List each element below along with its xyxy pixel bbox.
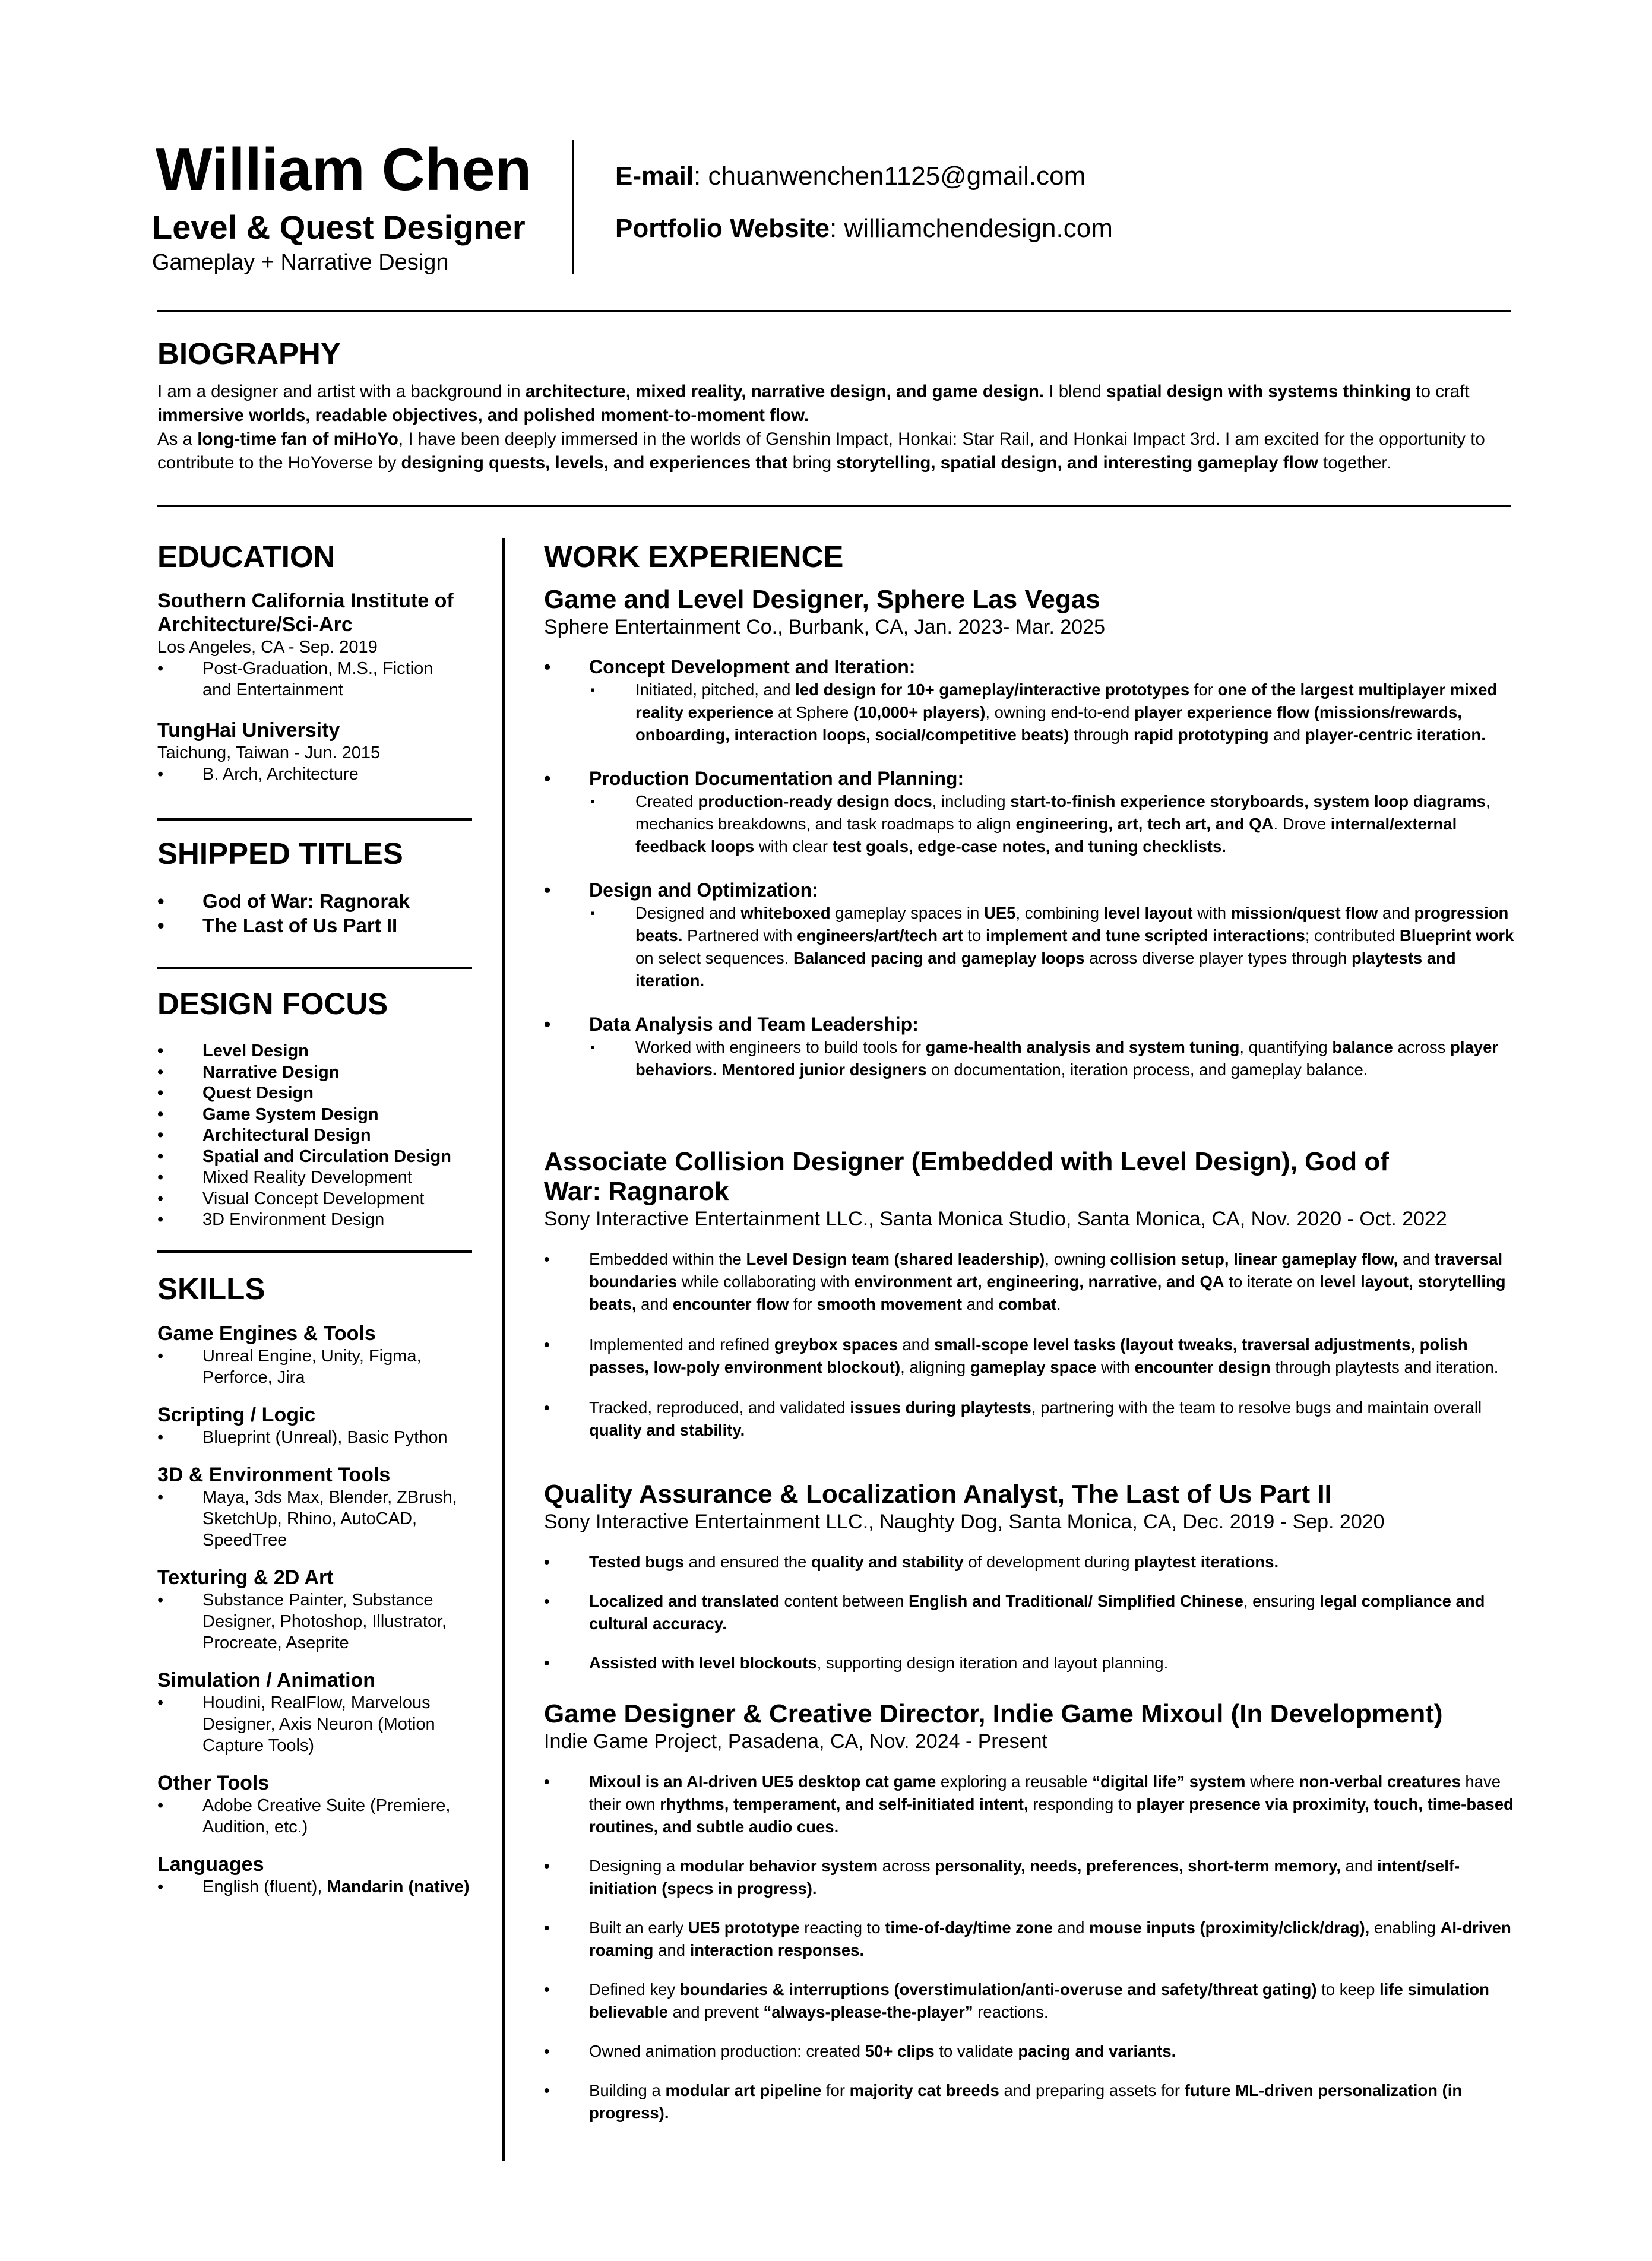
skill-category: Languages bbox=[157, 1853, 264, 1876]
text-run: responding to bbox=[1028, 1795, 1137, 1813]
bold-text: UE5 prototype bbox=[688, 1918, 800, 1937]
text-run: and ensured the bbox=[683, 1553, 811, 1571]
text-run: and bbox=[1398, 1250, 1435, 1268]
bold-text: Mixoul is an AI-driven UE5 desktop cat game bbox=[589, 1772, 936, 1791]
bold-text: long-time fan of miHoYo bbox=[197, 429, 398, 449]
text-run: Implemented and refined bbox=[589, 1335, 774, 1354]
bold-text: “digital life” system bbox=[1092, 1772, 1246, 1791]
text-run: across bbox=[1393, 1038, 1451, 1056]
text-run: for bbox=[821, 2081, 850, 2100]
bold-text: time-of-day/time zone bbox=[885, 1918, 1053, 1937]
job-bullet bbox=[544, 679, 1521, 746]
bold-text: level layout, storytelling beats, bbox=[589, 1272, 1506, 1313]
bold-text: player presence via proximity, touch, time-based routines, and subtle audio cues. bbox=[589, 1795, 1514, 1836]
text-run: and bbox=[636, 1295, 673, 1313]
skill-item: • Substance Painter, Substance Designer, Photoshop, Illustrator, Procreate, Aseprite bbox=[157, 1589, 490, 1654]
bold-text: start-to-finish experience storyboards, system loop diagrams bbox=[1010, 792, 1486, 810]
bold-text: led design for 10+ gameplay/interactive prototypes bbox=[795, 680, 1190, 699]
job-sphere bbox=[544, 585, 1521, 1081]
bold-text: player-centric iteration. bbox=[1305, 726, 1486, 744]
bold-text: encounter design bbox=[1134, 1358, 1271, 1376]
design-focus-title: DESIGN FOCUS bbox=[157, 987, 388, 1021]
text-run: on documentation, iteration process, and gameplay balance. bbox=[926, 1060, 1368, 1079]
text-run: , owning bbox=[1045, 1250, 1110, 1268]
text-run: Designing a bbox=[589, 1857, 680, 1875]
text-run: together. bbox=[1318, 453, 1391, 473]
bold-text: Blueprint work bbox=[1399, 926, 1514, 945]
text-run: . Drove bbox=[1273, 815, 1331, 833]
biography-title: BIOGRAPHY bbox=[157, 337, 341, 370]
text-run: with bbox=[1192, 904, 1231, 922]
text-run: , including bbox=[932, 792, 1011, 810]
job-company: Sony Interactive Entertainment LLC., Santa Monica Studio, Santa Monica, CA, Nov. 2020 - Oct. 2022 bbox=[544, 1208, 1447, 1230]
text-run: Building a bbox=[589, 2081, 666, 2100]
text-run: enabling bbox=[1369, 1918, 1441, 1937]
skill-category: 3D & Environment Tools bbox=[157, 1464, 391, 1486]
text-run: Worked with engineers to build tools for bbox=[635, 1038, 926, 1056]
text-run: Tracked, reproduced, and validated bbox=[589, 1398, 850, 1417]
shipped-title-item: • God of War: Ragnorak bbox=[157, 889, 490, 913]
education-section bbox=[157, 589, 490, 785]
job-last-of-us bbox=[544, 1480, 1521, 1674]
bold-text: life simulation believable bbox=[589, 1980, 1489, 2021]
skill-item: • Unreal Engine, Unity, Figma, Perforce, Jira bbox=[157, 1345, 490, 1388]
job-title: Quality Assurance & Localization Analyst, The Last of Us Part II bbox=[544, 1480, 1332, 1509]
bold-text: rapid prototyping bbox=[1133, 726, 1269, 744]
biography-paragraph bbox=[157, 380, 1511, 428]
job-bullet bbox=[544, 1652, 1521, 1674]
skill-category: Simulation / Animation bbox=[157, 1669, 376, 1692]
text-run: and bbox=[1052, 1918, 1090, 1937]
bold-text: English and Traditional/ Simplified Chinese bbox=[909, 1592, 1243, 1610]
biography-paragraph bbox=[157, 428, 1511, 475]
bold-text: balance bbox=[1332, 1038, 1393, 1056]
portfolio-label: Portfolio Website bbox=[615, 214, 830, 243]
job-bullet bbox=[544, 1855, 1521, 1900]
degree-item: • B. Arch, Architecture bbox=[157, 764, 490, 785]
text-run: to bbox=[963, 926, 986, 945]
job-bullet bbox=[544, 790, 1521, 858]
focus-item: • Game System Design bbox=[157, 1104, 490, 1126]
email-value[interactable]: chuanwenchen1125@gmail.com bbox=[708, 162, 1086, 191]
bold-text: traversal boundaries bbox=[589, 1250, 1503, 1291]
skill-item: • Maya, 3ds Max, Blender, ZBrush, SketchUp, Rhino, AutoCAD, SpeedTree bbox=[157, 1487, 490, 1551]
job-bullet bbox=[544, 902, 1521, 992]
text-run: while collaborating with bbox=[677, 1272, 855, 1291]
bold-text: implement and tune scripted interactions bbox=[986, 926, 1305, 945]
job-bullet bbox=[544, 1248, 1521, 1316]
job-bullet bbox=[544, 1978, 1521, 2024]
focus-item: • Quest Design bbox=[157, 1083, 490, 1104]
divider bbox=[157, 310, 1511, 312]
email-label: E-mail bbox=[615, 162, 694, 191]
bold-text: boundaries & interruptions (overstimulation/anti-overuse and safety/threat gating) bbox=[679, 1980, 1317, 1999]
text-run: , combining bbox=[1015, 904, 1104, 922]
language-mandarin: Mandarin (native) bbox=[327, 1877, 470, 1896]
degree-item: • Post-Graduation, M.S., Fiction and Entertainment bbox=[157, 658, 490, 701]
text-run: through bbox=[1069, 726, 1134, 744]
job-subsection-heading: • Production Documentation and Planning: bbox=[544, 767, 1521, 790]
portfolio-value[interactable]: williamchendesign.com bbox=[844, 214, 1113, 243]
text-run: As a bbox=[157, 429, 198, 449]
job-bullet bbox=[544, 1334, 1521, 1379]
portfolio-line: Portfolio Website: williamchendesign.com bbox=[615, 214, 1113, 243]
bold-text: playtests and iteration. bbox=[635, 949, 1456, 990]
bold-text: storytelling, spatial design, and interesting gameplay flow bbox=[836, 453, 1318, 473]
job-subsection-heading: • Concept Development and Iteration: bbox=[544, 655, 1521, 679]
job-bullet bbox=[544, 1917, 1521, 1962]
bold-text: engineers/art/tech art bbox=[797, 926, 963, 945]
bold-text: architecture, mixed reality, narrative design, and game design. bbox=[525, 382, 1045, 401]
job-title: Associate Collision Designer (Embedded with Level Design), God of War: Ragnarok bbox=[544, 1147, 1389, 1206]
bold-text: intent/self-initiation (specs in progress). bbox=[589, 1857, 1460, 1898]
bold-text: Tested bugs bbox=[589, 1553, 684, 1571]
text-run: Created bbox=[635, 792, 698, 810]
text-run: ; contributed bbox=[1305, 926, 1400, 945]
text-run: , mechanics breakdowns, and task roadmaps to align bbox=[635, 792, 1490, 833]
header-divider bbox=[572, 140, 574, 274]
text-run: Defined key bbox=[589, 1980, 680, 1999]
bold-text: future ML-driven personalization (in progress). bbox=[589, 2081, 1463, 2122]
bold-text: modular behavior system bbox=[679, 1857, 878, 1875]
bold-text: AI-driven roaming bbox=[589, 1918, 1511, 1959]
divider bbox=[157, 1250, 472, 1253]
bold-text: one of the largest multiplayer mixed reality experience bbox=[635, 680, 1498, 721]
school-location: Taichung, Taiwan - Jun. 2015 bbox=[157, 743, 381, 762]
bold-text: legal compliance and cultural accuracy. bbox=[589, 1592, 1485, 1633]
text-run: with clear bbox=[754, 837, 833, 856]
school-location: Los Angeles, CA - Sep. 2019 bbox=[157, 638, 378, 657]
text-run: , quantifying bbox=[1239, 1038, 1333, 1056]
text-run: for bbox=[1189, 680, 1218, 699]
job-bullet bbox=[544, 1590, 1521, 1635]
bold-text: whiteboxed bbox=[740, 904, 831, 922]
bold-text: interaction responses. bbox=[689, 1941, 865, 1959]
text-run: across diverse player types through bbox=[1084, 949, 1352, 967]
text-run: to craft bbox=[1411, 382, 1470, 401]
job-company: Sphere Entertainment Co., Burbank, CA, Jan. 2023- Mar. 2025 bbox=[544, 616, 1105, 638]
column-divider bbox=[502, 538, 505, 2161]
bold-text: player behaviors. Mentored junior designers bbox=[635, 1038, 1499, 1079]
bold-text: rhythms, temperament, and self-initiated intent, bbox=[660, 1795, 1028, 1813]
bold-text: mission/quest flow bbox=[1230, 904, 1378, 922]
focus-item: • Architectural Design bbox=[157, 1125, 490, 1147]
text-run: across bbox=[878, 1857, 935, 1875]
bold-text: designing quests, levels, and experiences that bbox=[401, 453, 788, 473]
bold-text: pacing and variants. bbox=[1018, 2042, 1176, 2060]
skills-section bbox=[157, 1322, 490, 1898]
job-bullet bbox=[544, 1396, 1521, 1442]
job-bullet bbox=[544, 2040, 1521, 2063]
candidate-role: Level & Quest Designer bbox=[152, 208, 526, 246]
work-experience-title: WORK EXPERIENCE bbox=[544, 540, 844, 574]
bold-text: Level Design team (shared leadership) bbox=[746, 1250, 1045, 1268]
skill-category: Game Engines & Tools bbox=[157, 1322, 376, 1345]
text-run: content between bbox=[779, 1592, 909, 1610]
text-run: and bbox=[897, 1335, 934, 1354]
focus-item: • 3D Environment Design bbox=[157, 1209, 490, 1231]
bold-text: majority cat breeds bbox=[849, 2081, 999, 2100]
text-run: and preparing assets for bbox=[999, 2081, 1185, 2100]
divider bbox=[157, 967, 472, 969]
text-run: exploring a reusable bbox=[936, 1772, 1093, 1791]
bold-text: playtest iterations. bbox=[1134, 1553, 1279, 1571]
text-run: , supporting design iteration and layout planning. bbox=[816, 1654, 1169, 1672]
skill-item: • Adobe Creative Suite (Premiere, Audition, etc.) bbox=[157, 1795, 490, 1838]
text-run: to validate bbox=[934, 2042, 1018, 2060]
bold-text: level layout bbox=[1103, 904, 1193, 922]
bold-text: UE5 bbox=[983, 904, 1016, 922]
text-run: for bbox=[789, 1295, 817, 1313]
bold-text: collision setup, linear gameplay flow, bbox=[1110, 1250, 1398, 1268]
text-run: , ensuring bbox=[1243, 1592, 1320, 1610]
bold-text: 50+ clips bbox=[865, 2042, 935, 2060]
skill-item: • Houdini, RealFlow, Marvelous Designer, Axis Neuron (Motion Capture Tools) bbox=[157, 1692, 490, 1756]
job-bullet bbox=[544, 2079, 1521, 2124]
bold-text: player experience flow (missions/rewards, onboarding, interaction loops, social/competitive beats) bbox=[635, 703, 1462, 744]
text-run: and bbox=[962, 1295, 999, 1313]
bold-text: game-health analysis and system tuning bbox=[925, 1038, 1240, 1056]
text-run: Initiated, pitched, and bbox=[635, 680, 796, 699]
text-run: , I have been deeply immersed in the worlds of Genshin Impact, Honkai: Star Rail, and Honkai Impact 3rd. I am excited for the opportunity to contribute to the HoYoverse by bbox=[157, 429, 1485, 473]
divider bbox=[157, 818, 472, 821]
text-run: Designed and bbox=[635, 904, 741, 922]
bold-text: combat bbox=[998, 1295, 1057, 1313]
text-run: , aligning bbox=[900, 1358, 970, 1376]
job-subsection-heading: • Design and Optimization: bbox=[544, 878, 1521, 902]
focus-item: • Visual Concept Development bbox=[157, 1189, 490, 1210]
bold-text: “always-please-the-player” bbox=[763, 2003, 973, 2021]
bold-text: smooth movement bbox=[816, 1295, 963, 1313]
job-bullet bbox=[544, 1036, 1521, 1081]
bold-text: immersive worlds, readable objectives, and polished moment-to-moment flow. bbox=[157, 406, 809, 425]
text-run: , partnering with the team to resolve bugs and maintain overall bbox=[1031, 1398, 1482, 1417]
text-run: I am a designer and artist with a background in bbox=[157, 382, 526, 401]
text-run: with bbox=[1096, 1358, 1135, 1376]
bold-text: mouse inputs (proximity/click/drag), bbox=[1089, 1918, 1370, 1937]
bold-text: personality, needs, preferences, short-term memory, bbox=[935, 1857, 1341, 1875]
bold-text: non-verbal creatures bbox=[1299, 1772, 1461, 1791]
bold-text: greybox spaces bbox=[774, 1335, 898, 1354]
text-run: , owning end-to-end bbox=[985, 703, 1135, 721]
job-mixoul bbox=[544, 1699, 1521, 2124]
language-english: English (fluent), bbox=[202, 1877, 327, 1896]
skill-category: Texturing & 2D Art bbox=[157, 1566, 334, 1589]
biography-text bbox=[157, 380, 1511, 475]
text-run: reactions. bbox=[973, 2003, 1049, 2021]
text-run: and bbox=[1378, 904, 1414, 922]
focus-item: • Level Design bbox=[157, 1041, 490, 1062]
school-name: Southern California Institute of Architecture/Sci-Arc bbox=[157, 590, 454, 636]
text-run: Embedded within the bbox=[589, 1250, 746, 1268]
job-bullet bbox=[544, 1771, 1521, 1838]
text-run: at Sphere bbox=[773, 703, 853, 721]
text-run: and bbox=[653, 1941, 690, 1959]
text-run: have their own bbox=[589, 1772, 1501, 1813]
job-company: Indie Game Project, Pasadena, CA, Nov. 2024 - Present bbox=[544, 1730, 1047, 1753]
bold-text: Localized and translated bbox=[589, 1592, 780, 1610]
shipped-title-item: • The Last of Us Part II bbox=[157, 913, 490, 938]
school-name: TungHai University bbox=[157, 719, 340, 742]
bold-text: test goals, edge-case notes, and tuning checklists. bbox=[832, 837, 1226, 856]
text-run: through playtests and iteration. bbox=[1270, 1358, 1499, 1376]
bold-text: environment art, engineering, narrative, and QA bbox=[854, 1272, 1224, 1291]
text-run: to iterate on bbox=[1224, 1272, 1320, 1291]
text-run: and prevent bbox=[668, 2003, 764, 2021]
bold-text: issues during playtests bbox=[850, 1398, 1031, 1417]
bold-text: quality and stability bbox=[811, 1553, 964, 1571]
email-line: E-mail: chuanwenchen1125@gmail.com bbox=[615, 162, 1086, 191]
bold-text: progression beats. bbox=[635, 904, 1509, 945]
text-run: Partnered with bbox=[682, 926, 797, 945]
job-bullet bbox=[544, 1551, 1521, 1573]
text-run: Built an early bbox=[589, 1918, 688, 1937]
job-subsection-heading: • Data Analysis and Team Leadership: bbox=[544, 1012, 1521, 1036]
design-focus-list bbox=[157, 1041, 490, 1231]
candidate-name: William Chen bbox=[156, 137, 532, 203]
text-run: on select sequences. bbox=[635, 949, 794, 967]
text-run: to keep bbox=[1316, 1980, 1380, 1999]
text-run: where bbox=[1245, 1772, 1299, 1791]
bold-text: small-scope level tasks (layout tweaks, traversal adjustments, polish passes, low-poly environment blockout) bbox=[589, 1335, 1468, 1376]
text-run: I blend bbox=[1044, 382, 1107, 401]
job-title: Game and Level Designer, Sphere Las Vegas bbox=[544, 585, 1100, 614]
job-god-of-war bbox=[544, 1147, 1521, 1442]
job-title: Game Designer & Creative Director, Indie Game Mixoul (In Development) bbox=[544, 1699, 1443, 1728]
text-run: . bbox=[1056, 1295, 1061, 1313]
skill-item bbox=[157, 1876, 490, 1898]
text-run: reacting to bbox=[799, 1918, 885, 1937]
focus-item: • Mixed Reality Development bbox=[157, 1167, 490, 1189]
job-company: Sony Interactive Entertainment LLC., Naughty Dog, Santa Monica, CA, Dec. 2019 - Sep. 2020 bbox=[544, 1510, 1385, 1533]
text-run: of development during bbox=[963, 1553, 1135, 1571]
education-title: EDUCATION bbox=[157, 540, 336, 574]
bold-text: internal/external feedback loops bbox=[635, 815, 1457, 856]
skills-title: SKILLS bbox=[157, 1272, 265, 1306]
bold-text: encounter flow bbox=[672, 1295, 789, 1313]
text-run: and bbox=[1268, 726, 1305, 744]
bold-text: modular art pipeline bbox=[665, 2081, 822, 2100]
text-run: Owned animation production: created bbox=[589, 2042, 865, 2060]
bold-text: (10,000+ players) bbox=[853, 703, 986, 721]
skill-category: Other Tools bbox=[157, 1772, 270, 1794]
bold-text: Balanced pacing and gameplay loops bbox=[793, 949, 1085, 967]
text-run: bring bbox=[787, 453, 837, 473]
candidate-tagline: Gameplay + Narrative Design bbox=[152, 250, 449, 275]
skill-item: • Blueprint (Unreal), Basic Python bbox=[157, 1427, 490, 1448]
text-run: gameplay spaces in bbox=[830, 904, 984, 922]
bold-text: quality and stability. bbox=[589, 1421, 745, 1439]
shipped-titles-list bbox=[157, 889, 490, 938]
focus-item: • Narrative Design bbox=[157, 1062, 490, 1084]
shipped-titles-title: SHIPPED TITLES bbox=[157, 837, 403, 870]
bold-text: production-ready design docs bbox=[698, 792, 932, 810]
bold-text: engineering, art, tech art, and QA bbox=[1015, 815, 1274, 833]
skill-category: Scripting / Logic bbox=[157, 1404, 316, 1426]
text-run: and bbox=[1341, 1857, 1378, 1875]
focus-item: • Spatial and Circulation Design bbox=[157, 1147, 490, 1168]
bold-text: gameplay space bbox=[970, 1358, 1097, 1376]
bold-text: spatial design with systems thinking bbox=[1106, 382, 1412, 401]
bold-text: Assisted with level blockouts bbox=[589, 1654, 817, 1672]
divider bbox=[157, 505, 1511, 507]
